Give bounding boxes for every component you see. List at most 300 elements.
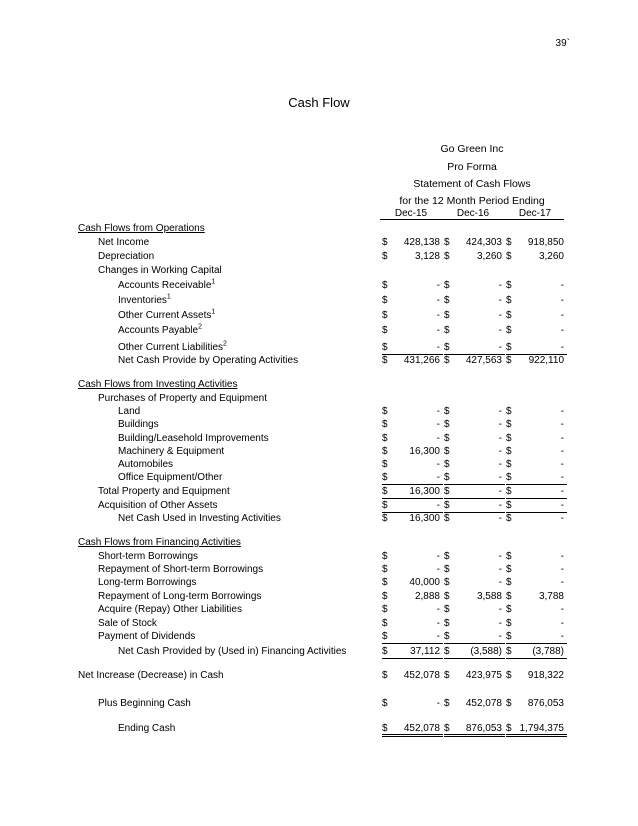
row-label <box>78 378 238 391</box>
table-row <box>78 354 564 367</box>
currency-symbol: $ <box>382 251 388 262</box>
row-label <box>98 392 267 405</box>
currency-symbol: $ <box>444 295 450 306</box>
row-label <box>98 236 149 249</box>
value-cell <box>444 432 505 445</box>
table-row <box>78 341 564 354</box>
row-label-text: Repayment of Short-term Borrowings <box>98 564 264 575</box>
value-cell <box>506 445 567 458</box>
currency-symbol: $ <box>444 551 450 562</box>
currency-symbol: $ <box>444 723 450 734</box>
amount: 3,260 <box>476 251 502 262</box>
value-cell <box>506 354 567 367</box>
amount: - <box>436 551 440 562</box>
amount: - <box>560 551 564 562</box>
currency-symbol: $ <box>382 446 388 457</box>
value-cell <box>382 354 443 367</box>
amount: 37,112 <box>410 646 440 657</box>
amount: - <box>436 472 440 483</box>
row-label <box>98 590 261 603</box>
amount: - <box>436 698 440 709</box>
row-label-text: Sale of Stock <box>98 618 157 629</box>
amount: - <box>560 406 564 417</box>
currency-symbol: $ <box>444 342 450 353</box>
row-label <box>98 617 157 630</box>
amount: 452,078 <box>465 698 502 709</box>
amount: - <box>560 486 564 497</box>
value-cell <box>382 576 443 589</box>
currency-symbol: $ <box>506 551 512 562</box>
row-label <box>98 485 230 498</box>
currency-symbol: $ <box>382 723 388 734</box>
value-cell <box>444 324 505 337</box>
currency-symbol: $ <box>506 237 512 248</box>
row-label <box>118 309 215 322</box>
column-header: Dec-16 <box>456 208 490 219</box>
amount: - <box>560 419 564 430</box>
table-row <box>78 236 564 249</box>
amount: (3,788) <box>532 646 564 657</box>
row-label <box>118 458 173 471</box>
table-row <box>78 550 564 563</box>
row-label <box>98 550 198 563</box>
row-label <box>118 512 281 525</box>
company-name: Go Green Inc <box>440 143 504 155</box>
value-cell <box>444 485 505 499</box>
row-label-text: Long-term Borrowings <box>98 577 197 588</box>
currency-symbol: $ <box>382 604 388 615</box>
currency-symbol: $ <box>382 419 388 430</box>
value-cell <box>382 445 443 458</box>
currency-symbol: $ <box>444 310 450 321</box>
value-cell <box>506 471 567 485</box>
value-cell <box>444 309 505 322</box>
value-cell <box>382 630 443 644</box>
amount: - <box>436 280 440 291</box>
footnote-marker: 1 <box>211 278 216 286</box>
value-cell <box>444 550 505 563</box>
table-row <box>78 697 564 710</box>
currency-symbol: $ <box>506 670 512 681</box>
currency-symbol: $ <box>506 513 512 524</box>
value-cell <box>506 617 567 630</box>
amount: 1,794,375 <box>519 723 564 734</box>
amount: (3,588) <box>470 646 502 657</box>
amount: - <box>560 310 564 321</box>
row-label <box>118 341 227 354</box>
value-cell <box>444 341 505 355</box>
value-cell <box>444 250 505 263</box>
row-label <box>78 222 205 235</box>
amount: 423,975 <box>465 670 502 681</box>
amount: 918,850 <box>527 237 564 248</box>
currency-symbol: $ <box>444 472 450 483</box>
currency-symbol: $ <box>506 280 512 291</box>
amount: - <box>560 618 564 629</box>
currency-symbol: $ <box>382 342 388 353</box>
currency-symbol: $ <box>444 459 450 470</box>
amount: - <box>498 564 502 575</box>
row-label-text: Net Increase (Decrease) in Cash <box>78 670 224 681</box>
table-row <box>78 392 564 405</box>
currency-symbol: $ <box>444 237 450 248</box>
value-cell <box>382 341 443 355</box>
currency-symbol: $ <box>444 513 450 524</box>
row-label <box>98 576 196 589</box>
currency-symbol: $ <box>444 564 450 575</box>
value-cell <box>506 645 567 659</box>
value-cell <box>506 294 567 307</box>
value-cell <box>382 512 443 525</box>
amount: 876,053 <box>527 698 564 709</box>
row-label-text: Payment of Dividends <box>98 631 196 642</box>
row-label-text: Plus Beginning Cash <box>98 698 191 709</box>
amount: - <box>498 486 502 497</box>
currency-symbol: $ <box>444 406 450 417</box>
value-cell <box>382 485 443 499</box>
row-label-text: Machinery & Equipment <box>118 446 225 457</box>
currency-symbol: $ <box>506 310 512 321</box>
row-label-text: Total Property and Equipment <box>98 486 230 497</box>
value-cell <box>444 279 505 292</box>
value-cell <box>444 617 505 630</box>
value-cell <box>444 445 505 458</box>
row-label-text: Acquisition of Other Assets <box>98 500 218 511</box>
row-label <box>118 645 346 658</box>
amount: - <box>560 446 564 457</box>
table-row <box>78 499 564 512</box>
value-cell <box>382 722 443 737</box>
amount: - <box>498 406 502 417</box>
amount: 3,588 <box>476 591 502 602</box>
amount: - <box>498 295 502 306</box>
currency-symbol: $ <box>506 723 512 734</box>
row-label <box>98 603 242 616</box>
currency-symbol: $ <box>444 631 450 642</box>
footnote-marker: 1 <box>211 308 216 316</box>
value-cell <box>506 418 567 431</box>
currency-symbol: $ <box>382 406 388 417</box>
currency-symbol: $ <box>506 564 512 575</box>
currency-symbol: $ <box>444 670 450 681</box>
value-cell <box>382 550 443 563</box>
value-cell <box>444 354 505 367</box>
table-row <box>78 630 564 643</box>
currency-symbol: $ <box>506 646 512 657</box>
table-row <box>78 279 564 292</box>
value-cell <box>444 590 505 603</box>
currency-symbol: $ <box>382 670 388 681</box>
row-label <box>118 294 171 307</box>
row-label-text: Net Cash Provide by Operating Activities <box>118 355 299 366</box>
amount: 918,322 <box>527 670 564 681</box>
currency-symbol: $ <box>506 459 512 470</box>
amount: - <box>560 604 564 615</box>
column-headers <box>380 206 564 220</box>
currency-symbol: $ <box>444 591 450 602</box>
currency-symbol: $ <box>444 280 450 291</box>
currency-symbol: $ <box>382 295 388 306</box>
amount: - <box>498 631 502 642</box>
amount: 452,078 <box>403 670 440 681</box>
table-row <box>78 512 564 525</box>
row-label-text: Net Cash Used in Investing Activities <box>118 513 281 524</box>
amount: 452,078 <box>403 723 440 734</box>
amount: - <box>436 459 440 470</box>
amount: - <box>560 433 564 444</box>
footnote-marker: 2 <box>223 340 227 348</box>
currency-symbol: $ <box>506 433 512 444</box>
currency-symbol: $ <box>506 486 512 497</box>
amount: 16,300 <box>409 513 440 524</box>
currency-symbol: $ <box>382 310 388 321</box>
value-cell <box>444 669 505 682</box>
value-cell <box>444 563 505 576</box>
row-label <box>118 405 140 418</box>
row-label-text: Automobiles <box>118 459 174 470</box>
value-cell <box>382 471 443 485</box>
row-label <box>118 432 269 445</box>
value-cell <box>506 279 567 292</box>
value-cell <box>382 645 443 659</box>
table-row <box>78 250 564 263</box>
statement-subtitle: Pro Forma <box>447 161 497 173</box>
row-label-text: Buildings <box>118 419 159 430</box>
amount: 922,110 <box>528 355 564 366</box>
amount: - <box>560 564 564 575</box>
value-cell <box>382 590 443 603</box>
column-header: Dec-15 <box>394 208 428 219</box>
amount: - <box>498 459 502 470</box>
amount: 16,300 <box>409 486 440 497</box>
amount: - <box>560 513 564 524</box>
currency-symbol: $ <box>444 604 450 615</box>
row-label <box>98 697 191 710</box>
currency-symbol: $ <box>444 433 450 444</box>
table-row <box>78 309 564 322</box>
row-label <box>78 669 224 682</box>
value-cell <box>382 279 443 292</box>
currency-symbol: $ <box>506 618 512 629</box>
amount: - <box>436 295 440 306</box>
row-label-text: Cash Flows from Financing Activities <box>78 537 241 548</box>
value-cell <box>382 236 443 249</box>
row-label-text: Other Current Assets <box>118 310 212 321</box>
amount: 40,000 <box>409 577 440 588</box>
amount: - <box>560 459 564 470</box>
currency-symbol: $ <box>506 355 512 366</box>
row-label <box>118 445 224 458</box>
row-label-text: Depreciation <box>98 251 155 262</box>
currency-symbol: $ <box>444 419 450 430</box>
row-label-text: Short-term Borrowings <box>98 551 199 562</box>
currency-symbol: $ <box>506 446 512 457</box>
currency-symbol: $ <box>506 342 512 353</box>
table-row <box>78 324 564 337</box>
value-cell <box>506 603 567 616</box>
currency-symbol: $ <box>444 577 450 588</box>
row-label <box>118 471 222 484</box>
amount: 16,300 <box>409 446 440 457</box>
value-cell <box>506 512 567 525</box>
amount: 424,303 <box>465 237 502 248</box>
currency-symbol: $ <box>382 577 388 588</box>
value-cell <box>382 603 443 616</box>
row-label-text: Changes in Working Capital <box>98 265 222 276</box>
amount: 876,053 <box>465 723 502 734</box>
currency-symbol: $ <box>506 325 512 336</box>
value-cell <box>444 418 505 431</box>
value-cell <box>506 405 567 418</box>
currency-symbol: $ <box>444 698 450 709</box>
row-label <box>118 324 202 337</box>
value-cell <box>382 669 443 682</box>
section-heading <box>78 378 564 391</box>
row-label <box>118 418 159 431</box>
amount: - <box>436 406 440 417</box>
table-row <box>78 418 564 431</box>
amount: - <box>498 577 502 588</box>
amount: - <box>498 500 502 511</box>
value-cell <box>382 697 443 710</box>
amount: - <box>560 295 564 306</box>
currency-symbol: $ <box>382 237 388 248</box>
currency-symbol: $ <box>444 355 450 366</box>
amount: - <box>436 419 440 430</box>
value-cell <box>506 590 567 603</box>
row-label <box>98 499 218 512</box>
value-cell <box>506 630 567 644</box>
section-heading <box>78 222 564 235</box>
amount: - <box>498 513 502 524</box>
value-cell <box>506 236 567 249</box>
amount: 431,266 <box>403 355 440 366</box>
currency-symbol: $ <box>506 577 512 588</box>
footnote-marker: 1 <box>166 293 171 301</box>
row-label <box>98 630 195 643</box>
amount: - <box>560 500 564 511</box>
amount: - <box>436 310 440 321</box>
value-cell <box>506 563 567 576</box>
table-row <box>78 445 564 458</box>
value-cell <box>444 471 505 485</box>
value-cell <box>506 432 567 445</box>
amount: - <box>498 604 502 615</box>
amount: - <box>436 618 440 629</box>
value-cell <box>382 250 443 263</box>
value-cell <box>506 697 567 710</box>
value-cell <box>506 669 567 682</box>
amount: - <box>436 342 440 353</box>
currency-symbol: $ <box>506 631 512 642</box>
amount: - <box>498 419 502 430</box>
row-label-text: Cash Flows from Operations <box>78 223 205 234</box>
amount: - <box>498 618 502 629</box>
currency-symbol: $ <box>382 325 388 336</box>
currency-symbol: $ <box>444 446 450 457</box>
value-cell <box>506 576 567 589</box>
currency-symbol: $ <box>382 513 388 524</box>
value-cell <box>382 563 443 576</box>
row-label-text: Inventories <box>118 295 167 306</box>
currency-symbol: $ <box>382 631 388 642</box>
row-label <box>98 250 154 263</box>
row-label <box>98 563 263 576</box>
table-row <box>78 471 564 484</box>
value-cell <box>506 309 567 322</box>
currency-symbol: $ <box>382 646 388 657</box>
amount: - <box>560 472 564 483</box>
value-cell <box>444 405 505 418</box>
page-title: Cash Flow <box>288 95 350 110</box>
row-label-text: Ending Cash <box>118 723 176 734</box>
table-row <box>78 590 564 603</box>
value-cell <box>506 250 567 263</box>
currency-symbol: $ <box>506 419 512 430</box>
value-cell <box>506 722 567 737</box>
amount: - <box>498 310 502 321</box>
currency-symbol: $ <box>444 500 450 511</box>
currency-symbol: $ <box>382 433 388 444</box>
row-label-text: Accounts Payable <box>118 325 199 336</box>
amount: 427,563 <box>465 355 502 366</box>
row-label <box>118 279 215 292</box>
value-cell <box>382 617 443 630</box>
value-cell <box>444 722 505 737</box>
amount: - <box>436 631 440 642</box>
table-row <box>78 294 564 307</box>
currency-symbol: $ <box>444 486 450 497</box>
currency-symbol: $ <box>506 472 512 483</box>
page-number: 39` <box>555 38 570 49</box>
table-row <box>78 458 564 471</box>
row-label-text: Purchases of Property and Equipment <box>98 393 267 404</box>
section-heading <box>78 536 564 549</box>
value-cell <box>382 324 443 337</box>
value-cell <box>382 499 443 513</box>
footnote-marker: 2 <box>198 323 202 331</box>
amount: - <box>436 325 440 336</box>
amount: - <box>436 500 440 511</box>
value-cell <box>382 309 443 322</box>
amount: - <box>498 551 502 562</box>
row-label-text: Acquire (Repay) Other Liabilities <box>98 604 242 615</box>
currency-symbol: $ <box>382 618 388 629</box>
amount: 3,128 <box>414 251 440 262</box>
currency-symbol: $ <box>382 591 388 602</box>
currency-symbol: $ <box>444 646 450 657</box>
amount: - <box>498 280 502 291</box>
row-label <box>118 722 175 735</box>
value-cell <box>506 458 567 471</box>
amount: - <box>560 280 564 291</box>
value-cell <box>382 405 443 418</box>
amount: - <box>436 433 440 444</box>
amount: - <box>498 342 502 353</box>
value-cell <box>382 458 443 471</box>
table-row <box>78 563 564 576</box>
table-row <box>78 264 564 277</box>
amount: 3,260 <box>538 251 564 262</box>
currency-symbol: $ <box>444 618 450 629</box>
currency-symbol: $ <box>382 500 388 511</box>
currency-symbol: $ <box>506 406 512 417</box>
row-label <box>98 264 222 277</box>
value-cell <box>444 512 505 525</box>
value-cell <box>382 418 443 431</box>
row-label <box>118 354 298 367</box>
table-row <box>78 432 564 445</box>
